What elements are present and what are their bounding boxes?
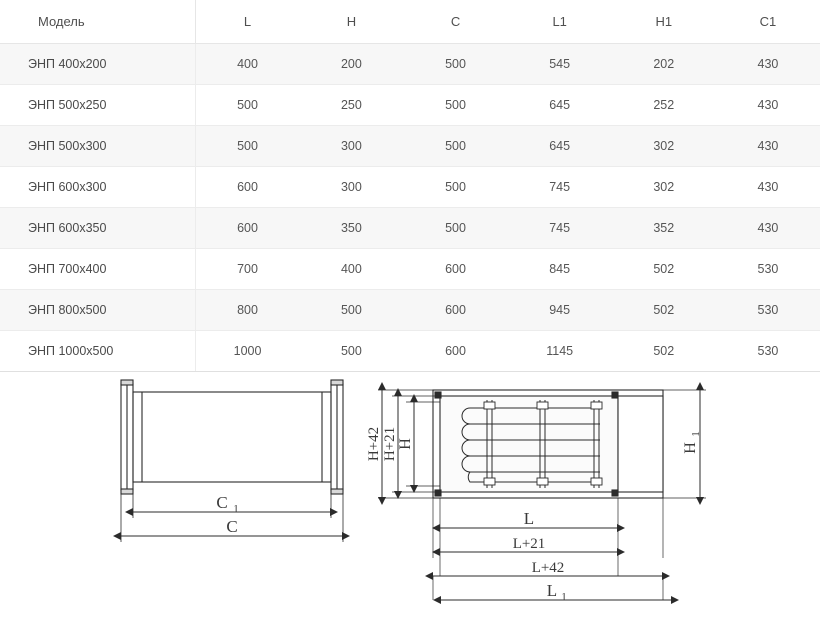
cell-c1: 430: [716, 208, 820, 249]
cell-h: 500: [299, 331, 403, 372]
table-row: [0, 126, 820, 167]
cell-h: 500: [299, 290, 403, 331]
label-c1-sub: 1: [233, 503, 239, 515]
table-row: [0, 331, 820, 372]
cell-model: ЭНП 500х250: [0, 85, 195, 126]
dimension-c: [121, 517, 343, 536]
cell-c: 600: [403, 249, 507, 290]
cell-l: 600: [195, 208, 299, 249]
label-l-plus-42: L+42: [531, 560, 565, 576]
table-row: [0, 44, 820, 85]
technical-drawings: [0, 372, 820, 617]
column-header-c1: C1: [716, 0, 820, 44]
label-c1: C: [216, 493, 228, 512]
cell-l: 800: [195, 290, 299, 331]
cell-h1: 502: [612, 331, 716, 372]
dimension-h: [397, 402, 414, 486]
cell-c1: 430: [716, 167, 820, 208]
cell-l1: 645: [508, 126, 612, 167]
cell-l: 1000: [195, 331, 299, 372]
cell-c1: 530: [716, 249, 820, 290]
column-header-h: H: [299, 0, 403, 44]
label-l1-sub: 1: [561, 591, 567, 603]
cell-h: 300: [299, 167, 403, 208]
label-l1: L: [546, 581, 558, 600]
dimension-l-plus-42: [433, 560, 663, 576]
table-row: [0, 85, 820, 126]
cell-model: ЭНП 800х500: [0, 290, 195, 331]
cell-h: 200: [299, 44, 403, 85]
cell-model: ЭНП 600х350: [0, 208, 195, 249]
label-c: C: [226, 517, 238, 536]
cell-l1: 745: [508, 208, 612, 249]
cell-h1: 352: [612, 208, 716, 249]
label-h-plus-21: H+21: [382, 426, 398, 462]
cell-h1: 202: [612, 44, 716, 85]
dimension-l1: [433, 576, 672, 603]
column-header-l: L: [195, 0, 299, 44]
cell-c: 500: [403, 167, 507, 208]
front-view-drawing: [433, 390, 663, 498]
dimension-h-plus-21: [382, 396, 398, 492]
cell-h: 350: [299, 208, 403, 249]
table-row: [0, 167, 820, 208]
column-header-model: Модель: [0, 0, 195, 44]
dimension-h-plus-42: [366, 390, 382, 498]
cell-c: 500: [403, 126, 507, 167]
column-header-h1: H1: [612, 0, 716, 44]
cell-l: 500: [195, 85, 299, 126]
label-l: L: [523, 509, 535, 528]
cell-c: 500: [403, 208, 507, 249]
table-header-row: [0, 0, 820, 44]
cell-l1: 945: [508, 290, 612, 331]
cell-h: 250: [299, 85, 403, 126]
cell-h1: 502: [612, 249, 716, 290]
cell-l: 700: [195, 249, 299, 290]
cell-model: ЭНП 400х200: [0, 44, 195, 85]
cell-l: 400: [195, 44, 299, 85]
cell-c: 600: [403, 290, 507, 331]
dimension-l: [440, 509, 618, 528]
cell-h1: 502: [612, 290, 716, 331]
table-row: [0, 290, 820, 331]
cell-l1: 1145: [508, 331, 612, 372]
cell-c1: 530: [716, 290, 820, 331]
cell-h: 400: [299, 249, 403, 290]
dimension-l-plus-21: [440, 536, 618, 552]
cell-h: 300: [299, 126, 403, 167]
cell-l1: 645: [508, 85, 612, 126]
cell-c1: 430: [716, 85, 820, 126]
cell-l: 500: [195, 126, 299, 167]
table-row: [0, 208, 820, 249]
cell-c: 600: [403, 331, 507, 372]
cell-model: ЭНП 500х300: [0, 126, 195, 167]
cell-h1: 302: [612, 126, 716, 167]
cell-model: ЭНП 1000х500: [0, 331, 195, 372]
table-row: [0, 249, 820, 290]
cell-c1: 530: [716, 331, 820, 372]
cell-l: 600: [195, 167, 299, 208]
label-h1: H: [682, 442, 699, 454]
label-h1-sub: 1: [690, 431, 702, 437]
cell-l1: 545: [508, 44, 612, 85]
cell-model: ЭНП 700х400: [0, 249, 195, 290]
cell-c: 500: [403, 85, 507, 126]
dimension-c1: [133, 493, 331, 515]
cell-model: ЭНП 600х300: [0, 167, 195, 208]
cell-l1: 845: [508, 249, 612, 290]
side-view-drawing: [121, 380, 343, 494]
label-l-plus-21: L+21: [512, 536, 546, 552]
cell-h1: 302: [612, 167, 716, 208]
cell-h1: 252: [612, 85, 716, 126]
column-header-c: C: [403, 0, 507, 44]
cell-l1: 745: [508, 167, 612, 208]
dimension-h1: [682, 390, 702, 498]
label-h: H: [397, 438, 414, 450]
column-header-l1: L1: [508, 0, 612, 44]
cell-c1: 430: [716, 126, 820, 167]
cell-c: 500: [403, 44, 507, 85]
label-h-plus-42: H+42: [366, 426, 382, 462]
cell-c1: 430: [716, 44, 820, 85]
